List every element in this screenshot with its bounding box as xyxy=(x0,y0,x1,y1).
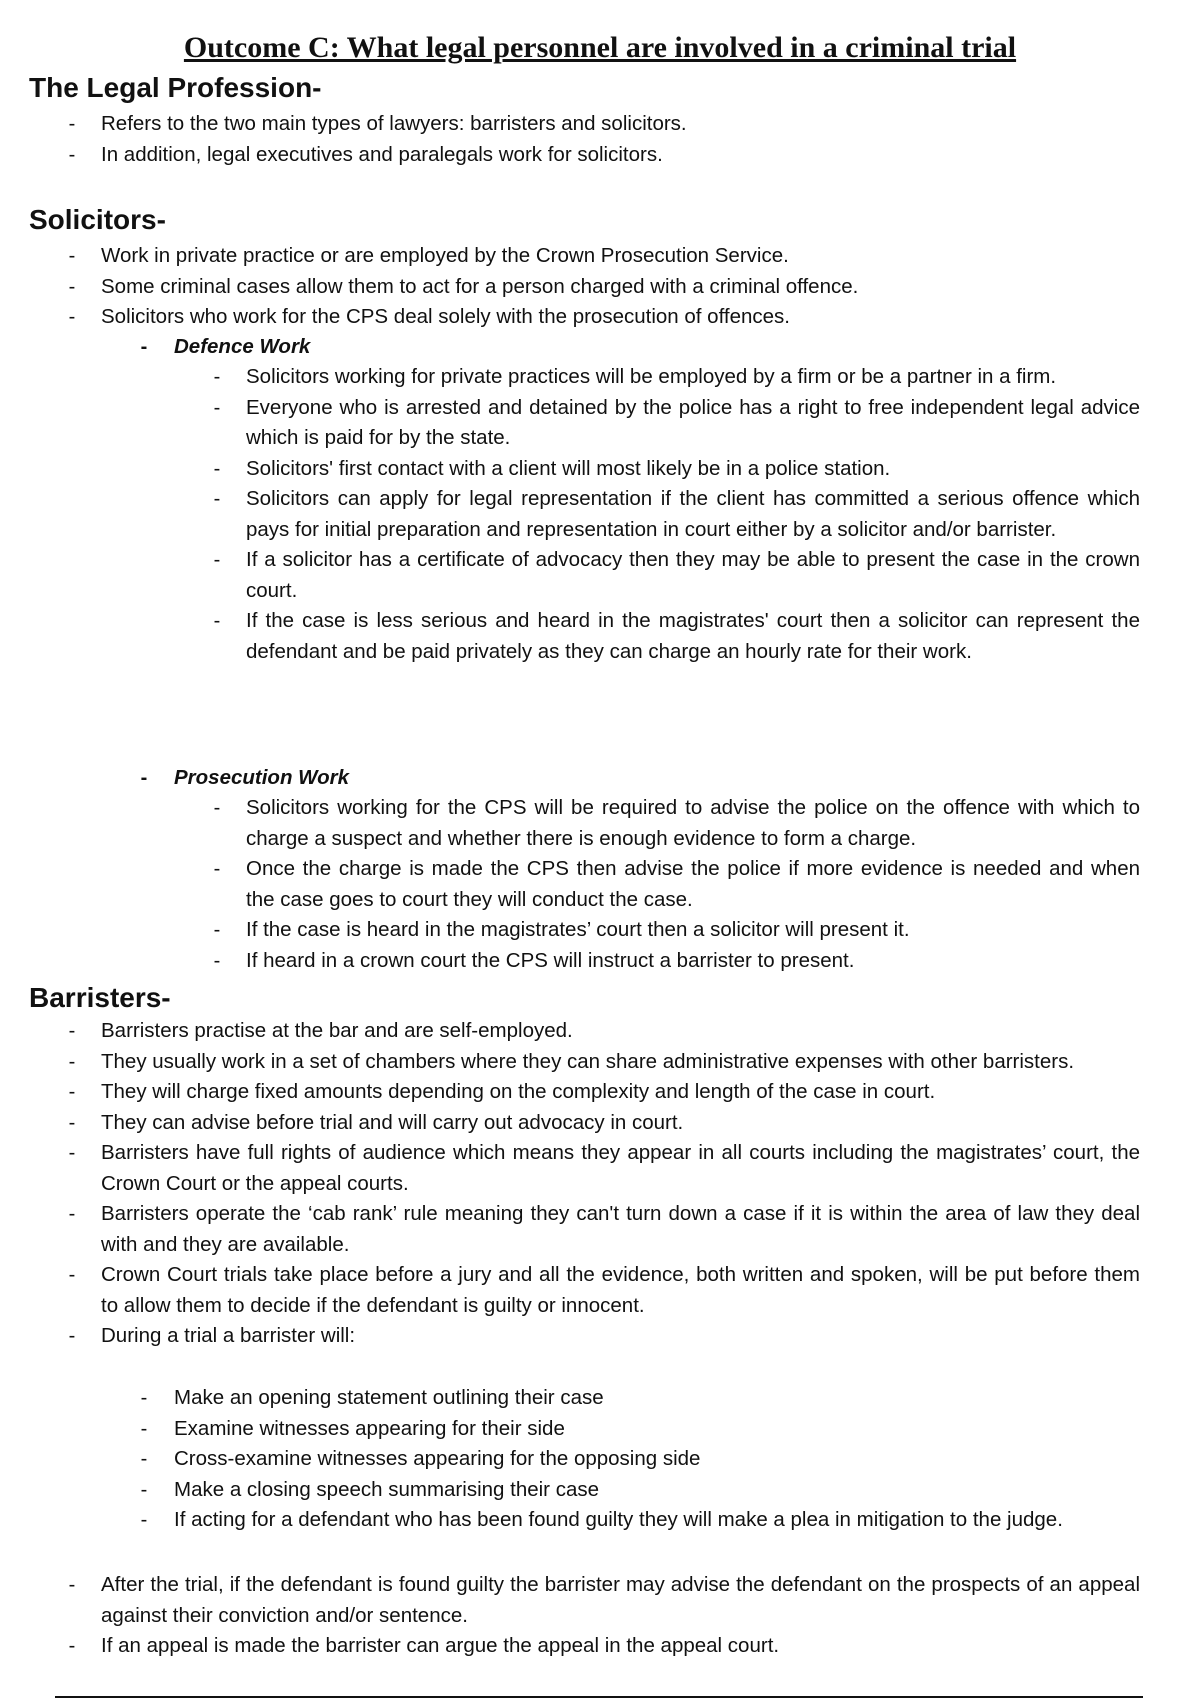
bullet-dash: - xyxy=(68,1635,76,1657)
list-item-text: Everyone who is arrested and detained by the police has a right to free independent legal advice which is paid for by the state. xyxy=(246,395,1140,449)
bullet-dash: - xyxy=(213,549,221,571)
list-item xyxy=(65,109,1140,140)
bullet-dash: - xyxy=(68,1020,76,1042)
list-item-text: If heard in a crown court the CPS will instruct a barrister to present. xyxy=(246,948,855,972)
bullet-dash: - xyxy=(213,366,221,388)
list-item-text: Barristers practise at the bar and are self-employed. xyxy=(101,1019,573,1042)
list-item xyxy=(65,1016,1140,1047)
bottom-rule xyxy=(55,1696,1143,1698)
after-trial-list xyxy=(65,1570,1140,1662)
list-item-text: Solicitors can apply for legal representation if the client has committed a serious offence which pays for initial preparation and representation in court either by a solicitor and/or barrister. xyxy=(246,487,1140,541)
list-item xyxy=(65,1108,1140,1139)
list-item-text: If the case is less serious and heard in the magistrates' court then a solicitor can represent the defendant and be paid privately as they can charge an hourly rate for their work. xyxy=(246,609,1140,663)
defence-work-list xyxy=(210,362,1140,667)
list-item xyxy=(137,1475,1140,1506)
defence-work-label: Defence Work xyxy=(174,335,311,358)
list-item-text: After the trial, if the defendant is found guilty the barrister may advise the defendant on the prospects of an appeal against their conviction and/or sentence. xyxy=(101,1573,1140,1627)
list-item-text: If acting for a defendant who has been found guilty they will make a plea in mitigation to the judge. xyxy=(174,1508,1063,1531)
list-item xyxy=(137,763,1140,794)
list-item xyxy=(65,1199,1140,1260)
bullet-dash: - xyxy=(68,1050,76,1073)
bullet-dash: - xyxy=(213,797,221,819)
list-item-text: In addition, legal executives and paralegals work for solicitors. xyxy=(101,142,663,166)
list-item xyxy=(65,1260,1140,1321)
list-item xyxy=(210,854,1140,915)
bullet-dash: - xyxy=(68,275,76,298)
list-item xyxy=(65,241,1140,272)
list-item-text: If an appeal is made the barrister can argue the appeal in the appeal court. xyxy=(101,1634,780,1657)
list-item xyxy=(65,1321,1140,1352)
list-item-text: They can advise before trial and will carry out advocacy in court. xyxy=(101,1110,684,1134)
bullet-dash: - xyxy=(68,1264,76,1286)
list-item-text: Solicitors working for the CPS will be required to advise the police on the offence with which to charge a suspect and whether there is enough evidence to form a charge. xyxy=(246,796,1140,850)
list-item xyxy=(210,793,1140,854)
list-item xyxy=(210,545,1140,606)
barristers-list xyxy=(65,1016,1140,1352)
prosecution-work-subheading xyxy=(137,763,1140,794)
list-item-text: Refers to the two main types of lawyers: barristers and solicitors. xyxy=(101,112,687,135)
list-item xyxy=(137,332,1140,363)
heading-solicitors: Solicitors- xyxy=(29,204,166,235)
list-item-text: Some criminal cases allow them to act for a person charged with a criminal offence. xyxy=(101,274,859,298)
bullet-dash: - xyxy=(213,858,221,880)
bullet-dash: - xyxy=(68,1574,76,1596)
list-item xyxy=(137,1383,1140,1414)
list-item xyxy=(65,302,1140,333)
list-item xyxy=(210,484,1140,545)
list-item-text: During a trial a barrister will: xyxy=(101,1324,356,1347)
list-item xyxy=(210,606,1140,667)
defence-work-subheading xyxy=(137,332,1140,363)
list-item-text: Crown Court trials take place before a jury and all the evidence, both written and spoken, will be put before them to allow them to decide if the defendant is guilty or innocent. xyxy=(101,1263,1140,1317)
bullet-dash: - xyxy=(213,457,221,480)
list-item-text: They will charge fixed amounts depending on the complexity and length of the case in court. xyxy=(101,1080,936,1103)
list-item-text: If a solicitor has a certificate of advocacy then they may be able to present the case in the crown court. xyxy=(246,548,1140,602)
bullet-dash: - xyxy=(213,488,221,510)
heading-legal-profession: The Legal Profession- xyxy=(29,72,322,103)
list-item xyxy=(65,140,1140,171)
list-item-text: Work in private practice or are employed by the Crown Prosecution Service. xyxy=(101,244,789,267)
list-item xyxy=(65,1138,1140,1199)
bullet-dash: - xyxy=(68,245,76,267)
list-item xyxy=(210,454,1140,485)
bullet-dash: - xyxy=(68,1111,76,1134)
bullet-dash: - xyxy=(68,1142,76,1164)
list-item-text: Barristers have full rights of audience which means they appear in all courts including the magistrates’ court, the Crown Court or the appeal courts. xyxy=(101,1141,1140,1195)
bullet-dash: - xyxy=(140,767,148,789)
list-item-text: If the case is heard in the magistrates’ court then a solicitor will present it. xyxy=(246,918,910,941)
list-item-text: Once the charge is made the CPS then advise the police if more evidence is needed and when the case goes to court they will conduct the case. xyxy=(246,857,1140,911)
bullet-dash: - xyxy=(213,919,221,941)
list-item xyxy=(210,362,1140,393)
bullet-dash: - xyxy=(140,1478,148,1501)
list-item xyxy=(65,272,1140,303)
list-item xyxy=(210,915,1140,946)
list-item xyxy=(210,393,1140,454)
bullet-dash: - xyxy=(213,610,221,632)
document-title: Outcome C: What legal personnel are involved in a criminal trial xyxy=(183,31,1017,64)
list-item-text: Solicitors who work for the CPS deal solely with the prosecution of offences. xyxy=(101,305,790,328)
list-item-text: Cross-examine witnesses appearing for the opposing side xyxy=(174,1447,701,1470)
trial-duties-list xyxy=(137,1383,1140,1536)
list-item xyxy=(65,1570,1140,1631)
bullet-dash: - xyxy=(68,1203,76,1225)
bullet-dash: - xyxy=(68,143,76,166)
bullet-dash: - xyxy=(140,1448,148,1470)
list-item xyxy=(65,1077,1140,1108)
list-item xyxy=(65,1047,1140,1078)
bullet-dash: - xyxy=(213,396,221,419)
prosecution-work-list xyxy=(210,793,1140,976)
prosecution-work-label: Prosecution Work xyxy=(174,766,350,789)
list-item xyxy=(210,946,1140,977)
list-item xyxy=(137,1505,1140,1536)
legal-profession-list xyxy=(65,109,1140,170)
bullet-dash: - xyxy=(68,113,76,135)
list-item xyxy=(65,1631,1140,1662)
list-item-text: Solicitors working for private practices will be employed by a firm or be a partner in a firm. xyxy=(246,365,1057,388)
list-item-text: Barristers operate the ‘cab rank’ rule meaning they can't turn down a case if it is within the area of law they deal with and they are available. xyxy=(101,1202,1140,1256)
bullet-dash: - xyxy=(140,1417,148,1440)
bullet-dash: - xyxy=(68,1325,76,1347)
bullet-dash: - xyxy=(213,949,221,972)
list-item xyxy=(137,1414,1140,1445)
heading-barristers: Barristers- xyxy=(29,982,171,1013)
list-item-text: Examine witnesses appearing for their side xyxy=(174,1416,565,1440)
bullet-dash: - xyxy=(68,306,76,328)
list-item-text: They usually work in a set of chambers where they can share administrative expenses with other barristers. xyxy=(101,1049,1075,1073)
bullet-dash: - xyxy=(140,1509,148,1531)
bullet-dash: - xyxy=(68,1081,76,1103)
bullet-dash: - xyxy=(140,1387,148,1409)
solicitors-list xyxy=(65,241,1140,333)
list-item-text: Make a closing speech summarising their case xyxy=(174,1477,599,1501)
list-item-text: Make an opening statement outlining their case xyxy=(174,1386,604,1409)
bullet-dash: - xyxy=(140,336,148,358)
list-item xyxy=(137,1444,1140,1475)
list-item-text: Solicitors' first contact with a client will most likely be in a police station. xyxy=(246,456,891,480)
